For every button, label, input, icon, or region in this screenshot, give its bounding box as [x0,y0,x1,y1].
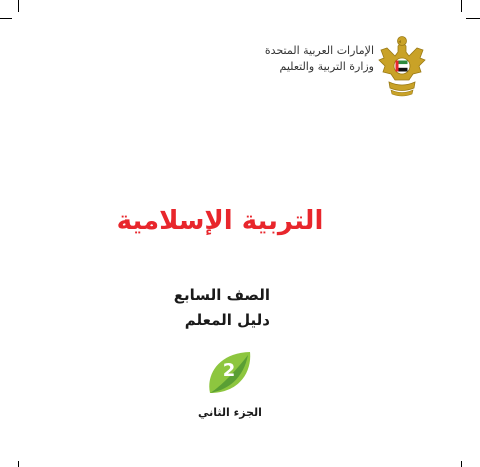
crop-mark-top-right-horizontal [466,18,480,19]
subject-title: التربية الإسلامية [116,206,324,236]
ministry-text-block [265,43,374,75]
part-number: 2 [222,360,236,381]
ministry-name: وزارة التربية والتعليم [279,60,374,73]
book-type: دليل المعلم [184,311,270,329]
grade-level: الصف السابع [173,286,270,304]
crop-mark-top-right-vertical [461,0,462,12]
crop-mark-bottom-left-vertical [18,461,19,467]
crop-mark-bottom-right-vertical [461,461,462,467]
crop-mark-top-left-horizontal [0,18,12,19]
ministry-header [252,30,452,100]
part-number-badge [204,349,254,397]
country-name: الإمارات العربية المتحدة [264,44,374,57]
uae-emblem-icon [377,32,427,102]
part-label: الجزء الثاني [198,406,262,419]
crop-mark-top-left-vertical [18,0,19,12]
